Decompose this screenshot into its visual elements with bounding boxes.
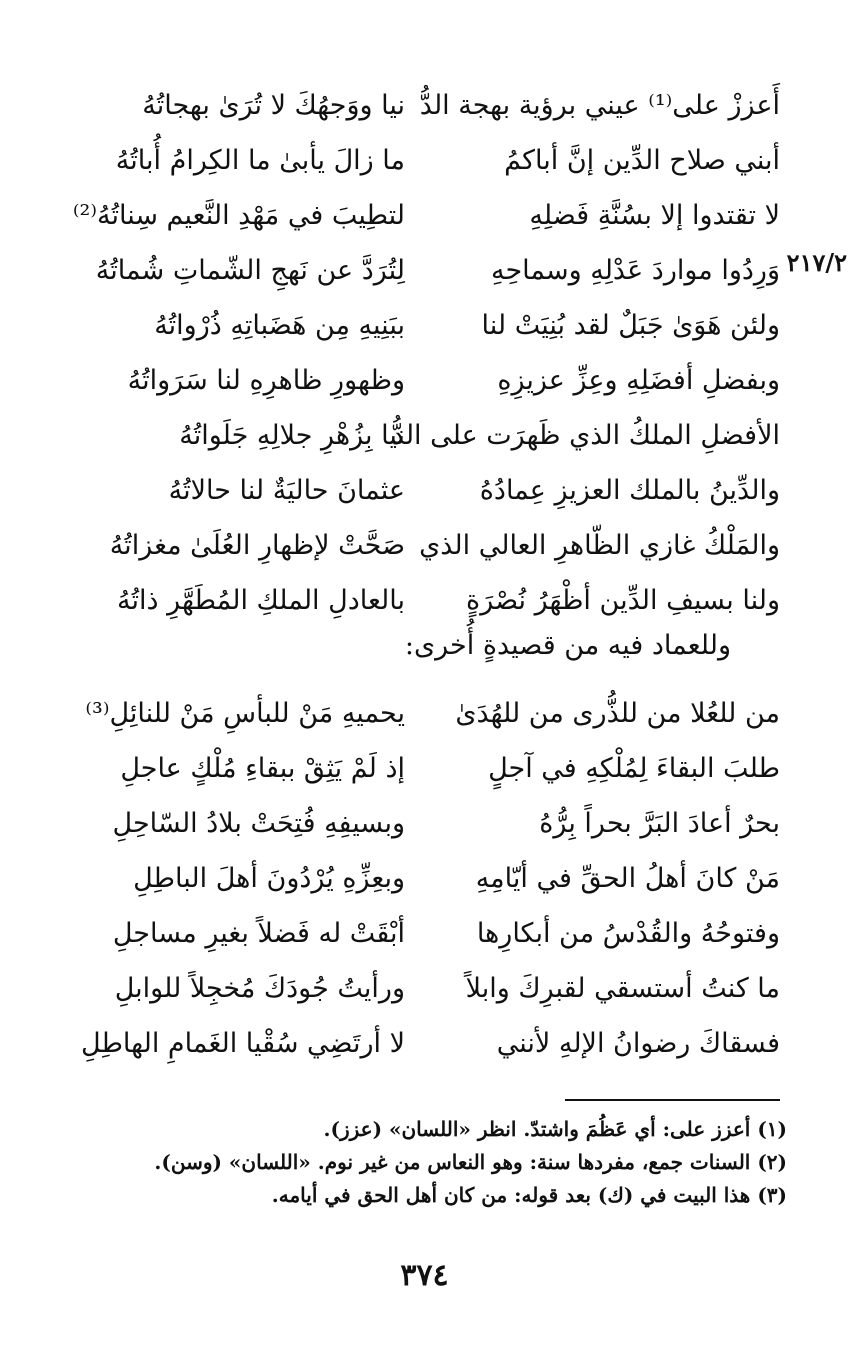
first-hemistich: بحرٌ أعادَ البَرَّ بحراً بِرُّهُ	[539, 808, 780, 839]
second-hemistich: صَحَّتْ لإظهارِ العُلَىٰ مغزاتُهُ	[109, 530, 405, 561]
first-hemistich: مَنْ كانَ أهلُ الحقِّ في أيّامِهِ	[475, 863, 780, 894]
first-hemistich: وفتوحُهُ والقُدْسُ من أبكارِها	[476, 918, 780, 949]
verse-line	[60, 188, 780, 243]
footnote-2: (٢) السنات جمع، مفردها سنة: وهو النعاس من غير نوم. «اللسان» (وسن).	[154, 1150, 787, 1174]
first-hemistich: لا تقتدوا إلا بسُنَّةِ فَضلِهِ	[529, 200, 780, 231]
margin-reference: ٢١٧/٢	[786, 248, 847, 277]
second-hemistich: أبْقَتْ له فَضلاً بغيرِ مساجلِ	[112, 918, 405, 949]
second-hemistich: وبعِزِّهِ يُرْدُونَ أهلَ الباطِلِ	[133, 863, 405, 894]
verse-line	[60, 1016, 780, 1071]
first-hemistich: الأفضلِ الملكُ الذي ظَهرَت على الدُّ	[391, 420, 780, 451]
verse-line	[60, 78, 780, 133]
second-hemistich: عثمانَ حاليَةٌ لنا حالاتُهُ	[168, 475, 405, 506]
verse-line	[60, 243, 780, 298]
verse-line	[60, 408, 780, 463]
footnotes	[67, 1113, 787, 1212]
section-intro: وللعماد فيه من قصيدةٍ أُخرى:	[404, 630, 731, 661]
second-hemistich: لا أرتَضِي سُقْيا الغَمامِ الهاطِلِ	[81, 1028, 405, 1059]
second-hemistich: ببَنِيهِ مِن هَضَباتِهِ ذُرْواتُهُ	[154, 310, 405, 341]
verse-line	[60, 906, 780, 961]
first-hemistich: طلبَ البقاءَ لِمُلْكِهِ في آجلٍ	[488, 753, 780, 784]
footnote-divider	[565, 1099, 780, 1101]
footnote-3: (٣) هذا البيت في (ك) بعد قوله: من كان أهل الحق في أيامه.	[271, 1183, 787, 1207]
first-hemistich: من للعُلا من للذُّرى من للهُدَىٰ	[455, 698, 780, 729]
second-hemistich: ما زالَ يأبىٰ ما الكِرامُ أُباتُهُ	[115, 145, 405, 176]
first-hemistich: ما كنتُ أستسقي لقبرِكَ وابلاً	[465, 973, 780, 1004]
second-hemistich: إذ لَمْ يَثِقْ ببقاءِ مُلْكٍ عاجلِ	[120, 753, 405, 784]
second-hemistich: ورأيتُ جُودَكَ مُخجِلاً للوابلِ	[114, 973, 405, 1004]
first-hemistich: ولنا بسيفِ الدِّين أظْهَرُ نُصْرَةٍ	[466, 585, 780, 616]
verse-line	[60, 851, 780, 906]
second-hemistich: نيا بِزُهْرِ جلالِهِ جَلَواتُهُ	[179, 420, 405, 451]
verse-line	[60, 133, 780, 188]
verse-line	[60, 463, 780, 518]
second-hemistich: وظهورِ ظاهرِهِ لنا سَرَواتُهُ	[127, 365, 405, 396]
second-hemistich: بالعادلِ الملكِ المُطَهَّرِ ذاتُهُ	[117, 585, 405, 616]
first-hemistich: وَرِدُوا مواردَ عَدْلِهِ وسماحِهِ	[490, 255, 780, 286]
verse-line	[60, 961, 780, 1016]
first-hemistich: أَعززْ على⁽¹⁾ عيني برؤية بهجة الدُّ	[419, 90, 780, 121]
first-hemistich: والمَلْكُ غازي الظّاهرِ العالي الذي	[419, 530, 780, 561]
first-hemistich: وبفضلِ أفضَلِهِ وعِزِّ عزيزِهِ	[497, 365, 780, 396]
verse-line	[60, 353, 780, 408]
verse-line	[60, 796, 780, 851]
second-hemistich: وبسيفِهِ فُتِحَتْ بلادُ السّاحِلِ	[112, 808, 405, 839]
verse-line	[60, 573, 780, 628]
verse-line	[60, 298, 780, 353]
second-hemistich: يحميهِ مَنْ للبأسِ مَنْ للنائِلِ⁽³⁾	[85, 698, 405, 729]
first-hemistich: ولئن هَوَىٰ جَبَلٌ لقد بُنِيَتْ لنا	[481, 310, 780, 341]
second-hemistich: لِتُرَدَّ عن نَهجِ الشّماتِ شُماتُهُ	[95, 255, 405, 286]
first-hemistich: والدِّينُ بالملك العزيزِ عِمادُهُ	[479, 475, 780, 506]
first-hemistich: أبني صلاح الدِّين إنَّ أباكمُ	[504, 145, 780, 176]
verse-line	[60, 741, 780, 796]
second-hemistich: نيا ووَجهُكَ لا تُرَىٰ بهجاتُهُ	[142, 90, 405, 121]
verse-line	[60, 686, 780, 741]
poem-second-section	[60, 686, 780, 1071]
second-hemistich: لتطِيبَ في مَهْدِ النَّعيم سِناتُهُ⁽²⁾	[72, 200, 405, 231]
first-hemistich: فسقاكَ رضوانُ الإلهِ لأنني	[496, 1028, 780, 1059]
footnote-1: (١) أعزز على: أي عَظُمَ واشتدّ. انظر «اللسان» (عزز).	[323, 1117, 787, 1141]
page-number: ٣٧٤	[400, 1258, 449, 1293]
verse-line	[60, 518, 780, 573]
poem-first-section	[60, 78, 780, 628]
